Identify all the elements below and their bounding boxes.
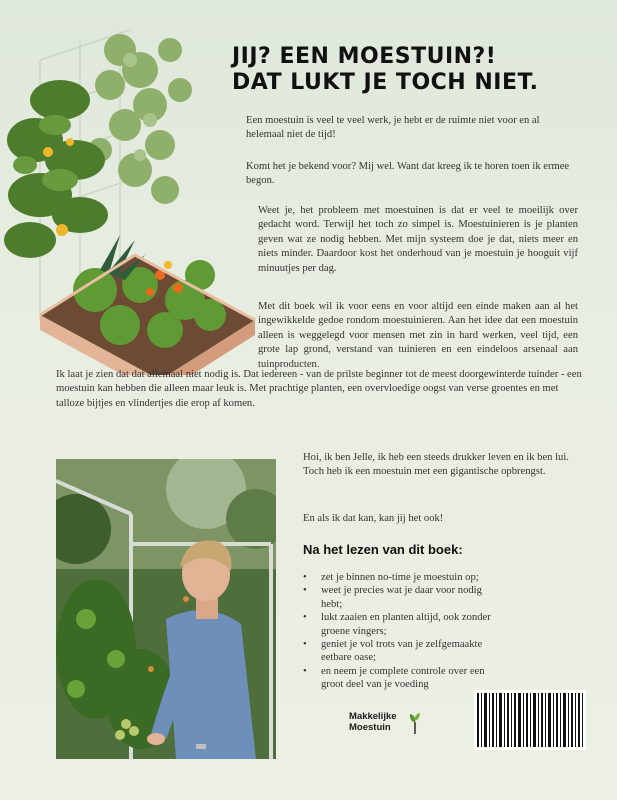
bullet-icon: • — [303, 585, 307, 597]
author-photo — [56, 459, 276, 759]
intro-paragraph: Een moestuin is veel te veel werk, je hebt er de ruimte niet voor en al helemaal niet de tijd! — [246, 115, 540, 141]
logo-line-2: Moestuin — [349, 722, 391, 733]
benefits-heading: Na het lezen van dit boek: — [303, 542, 463, 557]
sprout-icon — [409, 712, 421, 734]
list-item — [303, 584, 493, 611]
bullet-icon: • — [303, 639, 307, 651]
list-item-text: en neem je complete controle over een groot deel van je voeding — [321, 665, 485, 691]
purpose-paragraph: Met dit boek wil ik voor eens en voor altijd een einde maken aan al het ingewikkelde gedoe rondom moestuinieren. Aan het idee dat een moestuin alleen is weggelegd voor mensen met zin in hard werken, veel tijd, een grote lap grond, verstand van tuinieren en een eindeloos arsenaal aan tuinproducten. — [258, 301, 578, 370]
promise-paragraph: Ik laat je zien dat dat allemaal niet nodig is. Dat iedereen - van de prilste beginner tot de meest doorgewinterde tuinder - een moestuin kan hebben die alleen maar leuk is. Met prachtige planten, een overvloedige oogst van verse groentes en met talloze bijtjes en vlindertjes die erop af komen. — [56, 369, 582, 409]
publisher-logo — [349, 711, 425, 737]
list-item-text: zet je binnen no-time je moestuin op; — [321, 572, 479, 583]
bullet-icon: • — [303, 572, 307, 583]
barcode — [474, 690, 586, 750]
problem-paragraph: Weet je, het probleem met moestuinen is dat er veel te moeilijk over gedacht word. Terwijl het toch zo simpel is. Moestuinieren is je planten geven wat ze nodig hebben. Met mijn systeem doe je dat, niets meer en niets minder. Daardoor kost het onderhoud van je moestuin je hooguit vijf minuutjes per dag. — [258, 205, 578, 274]
list-item-text: geniet je vol trots van je zelfgemaakte eetbare oase; — [321, 639, 483, 664]
author-motivation: En als ik dat kan, kan jij het ook! — [303, 513, 444, 524]
garden-bed-illustration — [0, 30, 270, 375]
page-title — [232, 44, 602, 96]
title-line-2: DAT LUKT JE TOCH NIET. — [232, 70, 539, 95]
bullet-icon: • — [303, 612, 307, 624]
title-line-1: JIJ? EEN MOESTUIN?! — [232, 44, 497, 69]
list-item-text: weet je precies wat je daar voor nodig hebt; — [321, 585, 482, 610]
logo-line-1: Makkelijke — [349, 711, 397, 722]
recognition-paragraph: Komt het je bekend voor? Mij wel. Want dat kreeg ik te horen toen ik ermee begon. — [246, 161, 570, 187]
list-item-text: lukt zaaien en planten altijd, ook zonder groene vingers; — [321, 612, 491, 637]
benefits-list — [303, 571, 493, 692]
list-item — [303, 571, 493, 584]
list-item — [303, 611, 493, 638]
list-item — [303, 638, 493, 665]
list-item — [303, 665, 493, 692]
author-intro: Hoi, ik ben Jelle, ik heb een steeds drukker leven en ik ben lui. Toch heb ik een moestuin met een gigantische opbrengst. — [303, 452, 569, 478]
bullet-icon: • — [303, 665, 307, 677]
